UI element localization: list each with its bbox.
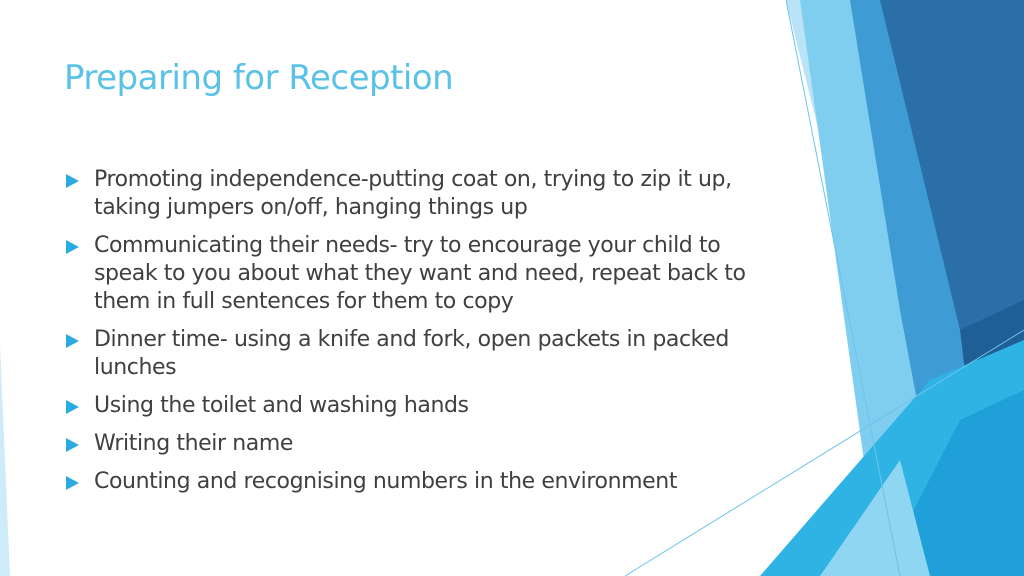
bullet-text: Writing their name — [94, 431, 294, 456]
bullet-text: Counting and recognising numbers in the environment — [94, 469, 678, 494]
bullet-item — [66, 392, 766, 420]
slide-title: Preparing for Reception — [64, 58, 454, 98]
triangle-bullet-icon — [66, 334, 79, 348]
bullet-item — [66, 326, 766, 382]
bullet-item — [66, 232, 766, 316]
bullet-text: Dinner time- using a knife and fork, open packets in packed lunches — [94, 327, 729, 380]
triangle-bullet-icon — [66, 438, 79, 452]
bullet-item — [66, 430, 766, 458]
bullet-item — [66, 166, 766, 222]
triangle-bullet-icon — [66, 240, 79, 254]
triangle-bullet-icon — [66, 476, 79, 490]
bullet-text: Using the toilet and washing hands — [94, 393, 469, 418]
bullet-item — [66, 468, 766, 496]
bullet-text: Communicating their needs- try to encourage your child to speak to you about what they want and need, repeat back to them in full sentences for them to copy — [94, 233, 746, 314]
triangle-bullet-icon — [66, 174, 79, 188]
bullet-text: Promoting independence-putting coat on, trying to zip it up, taking jumpers on/off, hanging things up — [94, 167, 732, 220]
bullet-list — [66, 166, 766, 506]
triangle-bullet-icon — [66, 400, 79, 414]
left-edge-facet — [0, 345, 10, 576]
